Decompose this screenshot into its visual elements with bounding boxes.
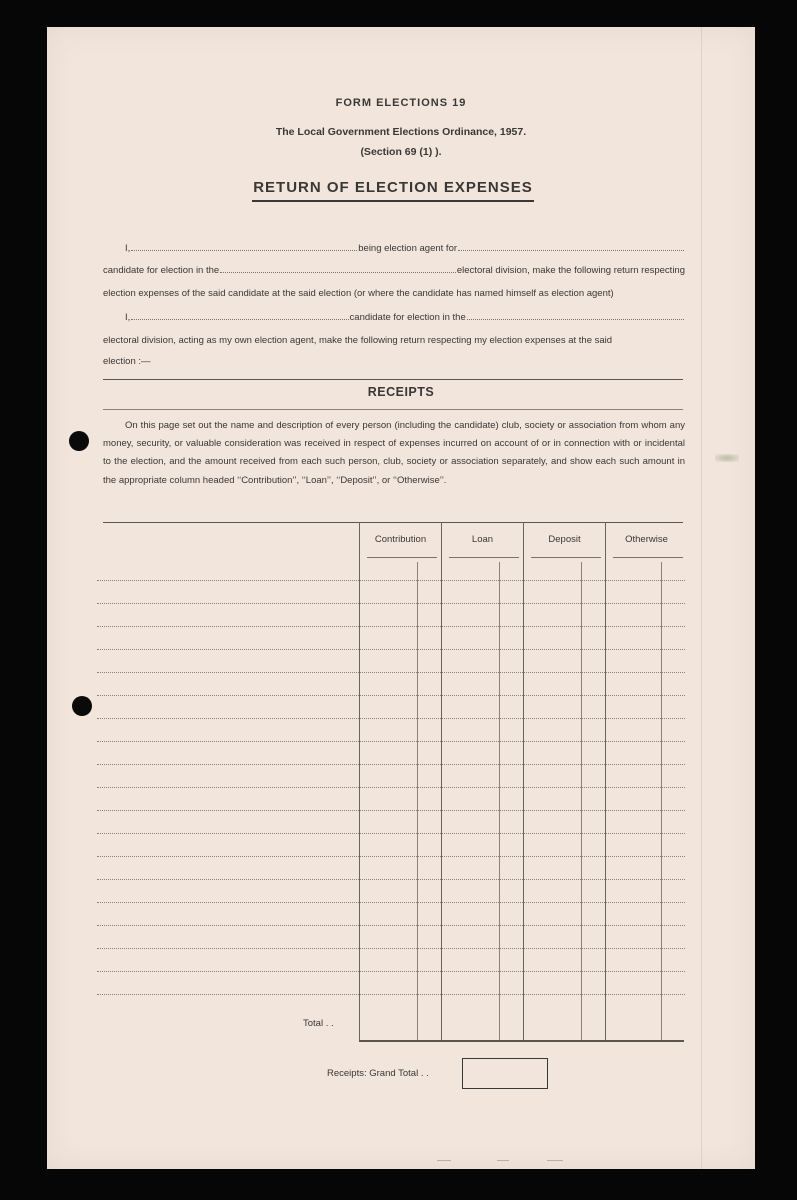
table-bottom-rule	[359, 1040, 684, 1042]
column-divider-name	[359, 522, 360, 1042]
receipts-table	[97, 522, 685, 1047]
column-header-deposit: Deposit	[548, 534, 581, 545]
declaration-line-5-text: electoral division, acting as my own election agent, make the following return respecting my election expenses at the said	[103, 335, 613, 346]
receipt-row-line[interactable]	[97, 879, 685, 880]
ordinance-section: (Section 69 (1) ).	[360, 146, 442, 158]
header-rule-deposit	[531, 557, 601, 558]
column-divider-loan	[523, 522, 524, 1042]
receipt-row-line[interactable]	[97, 856, 685, 857]
paper-mark	[497, 1160, 509, 1161]
column-header-contribution: Contribution	[374, 534, 427, 545]
pence-divider-contribution	[417, 562, 418, 1042]
grand-total-label: Receipts: Grand Total . .	[327, 1068, 429, 1079]
receipt-row-line[interactable]	[97, 718, 685, 719]
candidate-name-field[interactable]	[458, 250, 684, 251]
column-divider-deposit	[605, 522, 606, 1042]
declaration-line-6-text: election :—	[103, 356, 151, 367]
declaration-line-5	[103, 332, 685, 346]
receipt-row-line[interactable]	[97, 925, 685, 926]
divider-receipts-bottom	[103, 409, 683, 410]
declaration-line-6	[103, 353, 685, 367]
declaration-line-3-text: election expenses of the said candidate at the said election (or where the candidate has named himself as election agent)	[103, 288, 614, 299]
form-number: FORM ELECTIONS 19	[335, 97, 467, 109]
column-header-otherwise: Otherwise	[625, 534, 668, 545]
receipt-row-line[interactable]	[97, 787, 685, 788]
receipt-row-line[interactable]	[97, 902, 685, 903]
receipt-row-line[interactable]	[97, 695, 685, 696]
receipt-row-line[interactable]	[97, 626, 685, 627]
receipt-row-line[interactable]	[97, 971, 685, 972]
declaration-line-3	[103, 285, 685, 299]
receipt-row-line[interactable]	[97, 580, 685, 581]
receipt-row-line[interactable]	[97, 741, 685, 742]
punch-hole-bottom	[72, 696, 92, 716]
receipt-row-line[interactable]	[97, 994, 685, 995]
pence-divider-loan	[499, 562, 500, 1042]
declaration-line-2-end: electoral division, make the following return respecting	[456, 265, 685, 276]
receipt-row-line[interactable]	[97, 672, 685, 673]
grand-total-field[interactable]	[462, 1058, 548, 1089]
receipt-row-line[interactable]	[97, 764, 685, 765]
paper-stain	[715, 454, 739, 462]
ordinance-title: The Local Government Elections Ordinance, 1957.	[275, 126, 527, 138]
column-divider-contribution	[441, 522, 442, 1042]
declaration-line-4-start: I,	[125, 312, 131, 323]
receipt-row-line[interactable]	[97, 810, 685, 811]
declaration-line-1-mid: being election agent for	[358, 243, 458, 254]
pence-divider-otherwise	[661, 562, 662, 1042]
receipts-heading: RECEIPTS	[367, 385, 435, 399]
punch-hole-top	[69, 431, 89, 451]
total-label: Total . .	[303, 1018, 334, 1029]
self-agent-name-field[interactable]	[131, 319, 348, 320]
agent-name-field[interactable]	[131, 250, 357, 251]
declaration-line-2-start: candidate for election in the	[103, 265, 220, 276]
table-top-rule	[103, 522, 683, 523]
declaration-line-4-mid: candidate for election in the	[349, 312, 466, 323]
header-rule-contribution	[367, 557, 437, 558]
declaration-line-1	[103, 240, 685, 254]
divider-receipts-top	[103, 379, 683, 380]
page-title: RETURN OF ELECTION EXPENSES	[253, 179, 533, 196]
pence-divider-deposit	[581, 562, 582, 1042]
receipt-row-line[interactable]	[97, 603, 685, 604]
receipt-row-line[interactable]	[97, 833, 685, 834]
form-sheet	[47, 27, 755, 1169]
paper-mark	[547, 1160, 563, 1161]
column-header-loan: Loan	[471, 534, 494, 545]
header-rule-loan	[449, 557, 519, 558]
receipts-instructions: On this page set out the name and description of every person (including the candidate) club, society or association from whom any money, security, or valuable consideration was received in respect of expenses incurred on account of or in connection with or incidental to the election, and the amount received from each such person, club, society or association separately, and show each such amount in the appropriate column headed ‘‘Contribution’’, ‘‘Loan’’, ‘‘Deposit’’, or ‘‘Otherwise’’.	[103, 420, 685, 486]
header-rule-otherwise	[613, 557, 683, 558]
declaration-line-1-start: I,	[125, 243, 131, 254]
title-underline	[252, 200, 534, 202]
declaration-line-2	[103, 262, 685, 276]
paper-mark	[437, 1160, 451, 1161]
paper-fold	[701, 27, 702, 1169]
receipt-row-line[interactable]	[97, 649, 685, 650]
division-name-field[interactable]	[220, 272, 456, 273]
declaration-line-4	[103, 309, 685, 323]
receipt-row-line[interactable]	[97, 948, 685, 949]
self-agent-division-field[interactable]	[467, 319, 684, 320]
